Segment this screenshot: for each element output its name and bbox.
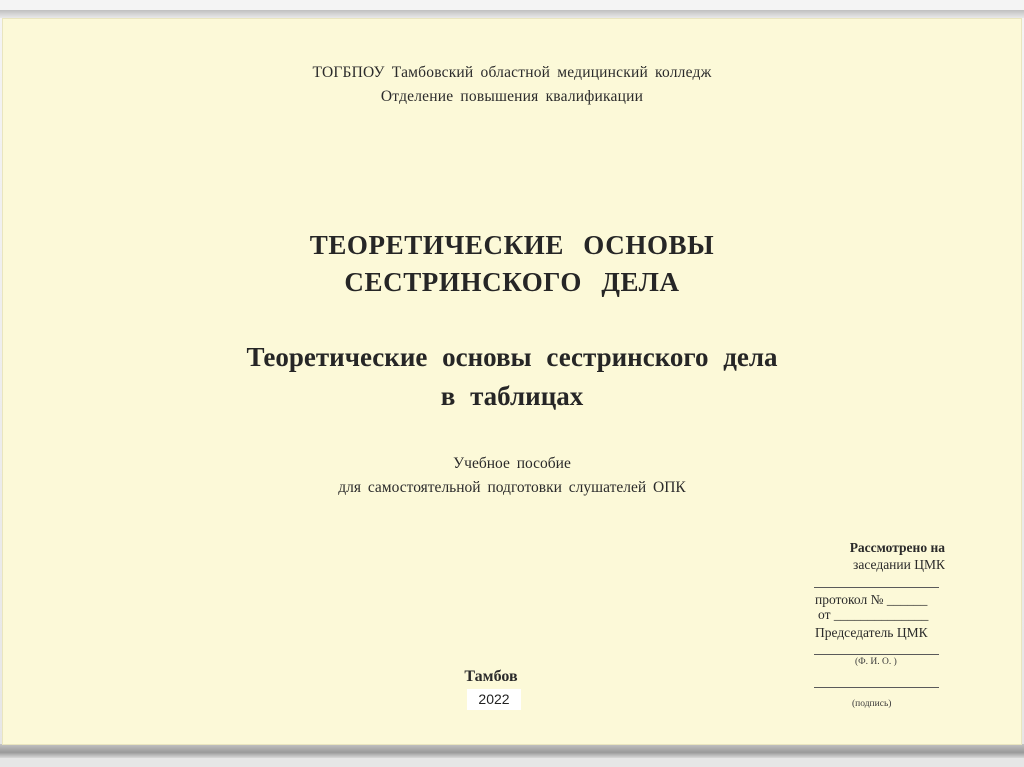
department-name: Отделение повышения квалификации bbox=[380, 88, 644, 105]
approval-heading: Рассмотрено на bbox=[849, 540, 945, 555]
description-line-2: для самостоятельной подготовки слушателей ОПК bbox=[338, 479, 686, 496]
city-name: Тамбов bbox=[464, 668, 518, 685]
bottom-shadow bbox=[0, 744, 1024, 758]
approval-date: от ______________ bbox=[818, 607, 929, 622]
institution-name: ТОГБПОУ Тамбовский областной медицинский колледж bbox=[312, 64, 712, 81]
signature-line bbox=[814, 687, 939, 688]
main-title-line-2: СЕСТРИНСКОГО ДЕЛА bbox=[344, 267, 680, 297]
fio-caption: (Ф. И. О. ) bbox=[855, 657, 897, 667]
fio-line bbox=[814, 654, 939, 655]
subtitle-line-1: Теоретические основы сестринского дела bbox=[246, 342, 778, 372]
approval-protocol: протокол № ______ bbox=[815, 592, 928, 607]
signature-caption: (подпись) bbox=[852, 699, 892, 709]
year-label: 2022 bbox=[467, 689, 521, 710]
subtitle-line-2: в таблицах bbox=[440, 381, 584, 411]
approval-blank-line bbox=[814, 587, 939, 588]
approval-chair: Председатель ЦМК bbox=[815, 625, 928, 640]
approval-meeting: заседании ЦМК bbox=[853, 557, 945, 572]
top-shadow bbox=[0, 10, 1024, 18]
main-title-line-1: ТЕОРЕТИЧЕСКИЕ ОСНОВЫ bbox=[309, 230, 715, 260]
description-line-1: Учебное пособие bbox=[453, 455, 571, 472]
